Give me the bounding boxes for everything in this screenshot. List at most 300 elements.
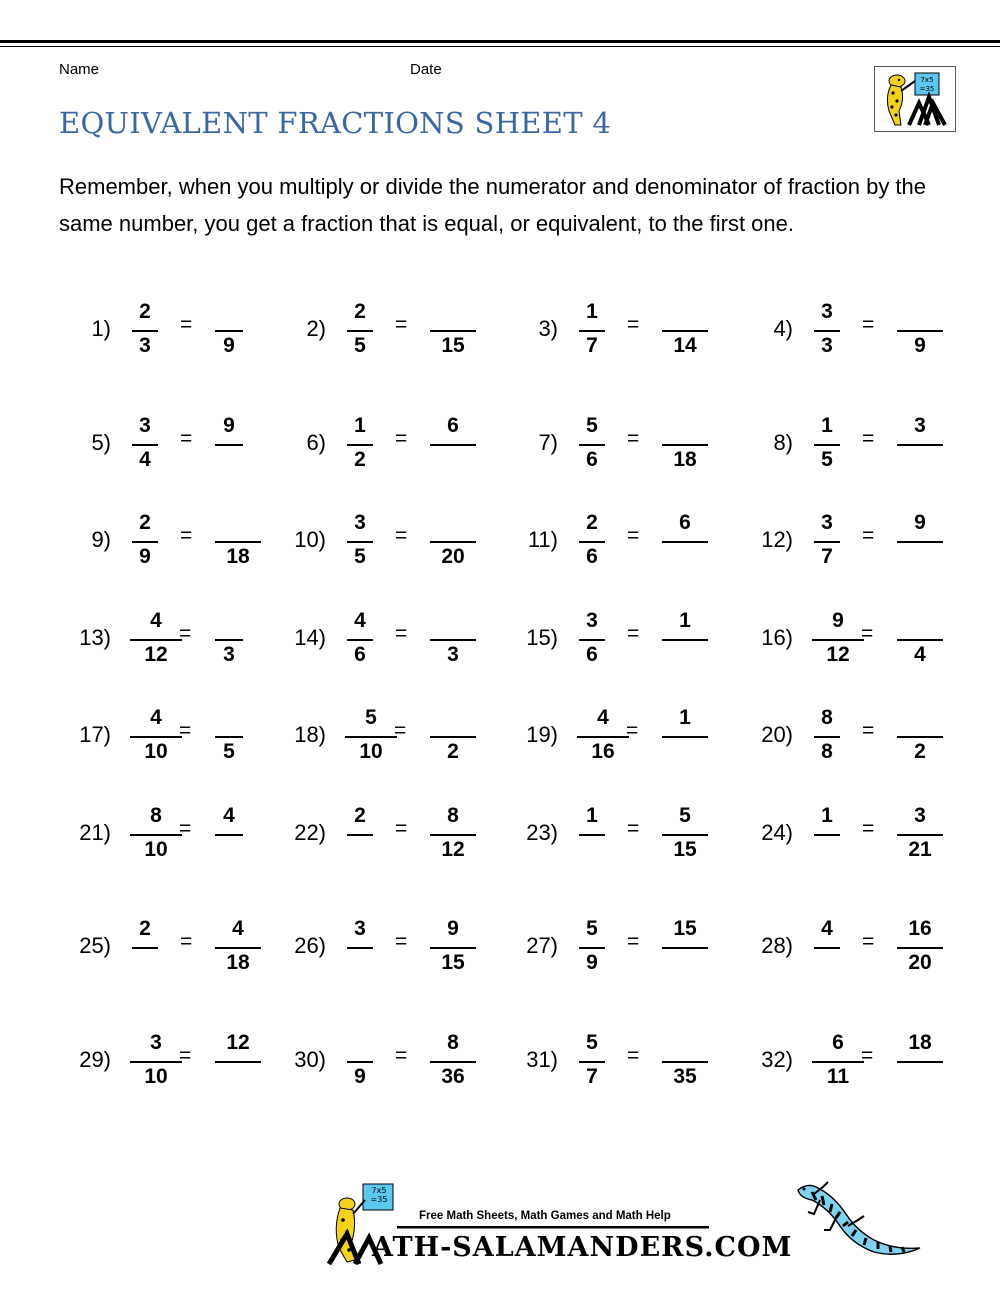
denominator: 5: [223, 740, 235, 763]
equals-sign: =: [862, 427, 875, 450]
numerator: 9: [223, 414, 235, 437]
denominator: 7: [586, 1065, 598, 1088]
denominator: 6: [586, 545, 598, 568]
equals-sign: =: [395, 427, 408, 450]
given-fraction: [132, 511, 158, 571]
numerator: 1: [679, 609, 691, 632]
equals-sign: =: [627, 524, 640, 547]
fraction-bar: [814, 947, 840, 949]
numerator: 2: [139, 917, 151, 940]
problem-number: 21): [79, 820, 111, 845]
equivalent-fraction: [662, 511, 708, 571]
given-fraction: [130, 706, 182, 766]
equals-sign: =: [627, 817, 640, 840]
fraction-bar: [430, 736, 476, 738]
equivalent-fraction: [430, 511, 476, 571]
problem-30: [290, 1031, 520, 1101]
numerator: 1: [586, 300, 598, 323]
fraction-bar: [897, 639, 943, 641]
footer-tagline: Free Math Sheets, Math Games and Math Help: [419, 1210, 671, 1222]
given-fraction: [347, 1031, 373, 1091]
date-label: Date: [410, 61, 442, 78]
equals-sign: =: [627, 930, 640, 953]
given-fraction: [812, 609, 864, 669]
denominator: 11: [826, 1065, 850, 1088]
fraction-bar: [130, 639, 182, 641]
equivalent-fraction: [897, 706, 943, 766]
denominator: 16: [591, 740, 615, 763]
fraction-bar: [215, 639, 243, 641]
fraction-bar: [347, 639, 373, 641]
equals-sign: =: [395, 622, 408, 645]
problem-number: 10): [294, 527, 326, 552]
numerator: 6: [832, 1031, 844, 1054]
numerator: 9: [914, 511, 926, 534]
fraction-bar: [579, 541, 605, 543]
equivalent-fraction: [430, 706, 476, 766]
denominator: 3: [139, 334, 151, 357]
fraction-bar: [347, 1061, 373, 1063]
fraction-bar: [215, 834, 243, 836]
numerator: 3: [139, 414, 151, 437]
fraction-bar: [347, 330, 373, 332]
given-fraction: [814, 511, 840, 571]
denominator: 10: [144, 1065, 168, 1088]
problem-number: 16): [761, 625, 793, 650]
fraction-bar: [897, 834, 943, 836]
problem-25: [75, 917, 305, 987]
denominator: 12: [441, 838, 465, 861]
denominator: 10: [359, 740, 383, 763]
fraction-bar: [215, 947, 261, 949]
fraction-bar: [579, 639, 605, 641]
numerator: 8: [447, 804, 459, 827]
denominator: 20: [908, 951, 932, 974]
denominator: 20: [441, 545, 465, 568]
denominator: 36: [441, 1065, 465, 1088]
fraction-bar: [215, 444, 243, 446]
equivalent-fraction: [215, 917, 261, 977]
equivalent-fraction: [897, 609, 943, 669]
numerator: 4: [150, 706, 162, 729]
fraction-bar: [814, 736, 840, 738]
equivalent-fraction: [662, 609, 708, 669]
problem-10: [290, 511, 520, 581]
denominator: 12: [144, 643, 168, 666]
equivalent-fraction: [662, 804, 708, 864]
fraction-bar: [132, 330, 158, 332]
equals-sign: =: [179, 622, 192, 645]
problem-number: 24): [761, 820, 793, 845]
fraction-bar: [577, 736, 629, 738]
numerator: 4: [821, 917, 833, 940]
fraction-bar: [579, 330, 605, 332]
fraction-bar: [345, 736, 397, 738]
problem-number: 4): [773, 316, 793, 341]
denominator: 8: [821, 740, 833, 763]
given-fraction: [579, 804, 605, 864]
fraction-bar: [347, 947, 373, 949]
denominator: 2: [447, 740, 459, 763]
numerator: 5: [679, 804, 691, 827]
problem-1: [75, 300, 305, 370]
given-fraction: [132, 414, 158, 474]
numerator: 4: [354, 609, 366, 632]
fraction-bar: [430, 1061, 476, 1063]
problem-7: [522, 414, 752, 484]
equals-sign: =: [395, 313, 408, 336]
denominator: 9: [223, 334, 235, 357]
problem-number: 14): [294, 625, 326, 650]
denominator: 5: [354, 545, 366, 568]
top-rule: [0, 40, 1000, 43]
fraction-bar: [662, 330, 708, 332]
equivalent-fraction: [215, 1031, 261, 1091]
equals-sign: =: [395, 817, 408, 840]
denominator: 15: [441, 951, 465, 974]
numerator: 3: [354, 511, 366, 534]
equals-sign: =: [861, 1044, 874, 1067]
given-fraction: [347, 414, 373, 474]
problem-19: [522, 706, 752, 776]
problem-number: 8): [773, 430, 793, 455]
problem-14: [290, 609, 520, 679]
equals-sign: =: [627, 427, 640, 450]
svg-text:7x5: 7x5: [920, 76, 934, 84]
equivalent-fraction: [430, 917, 476, 977]
problem-number: 26): [294, 933, 326, 958]
equals-sign: =: [862, 524, 875, 547]
denominator: 3: [447, 643, 459, 666]
denominator: 6: [586, 448, 598, 471]
denominator: 14: [673, 334, 697, 357]
denominator: 3: [821, 334, 833, 357]
problem-21: [75, 804, 305, 874]
problem-8: [757, 414, 987, 484]
equals-sign: =: [394, 719, 407, 742]
problem-number: 11): [527, 527, 558, 552]
problem-number: 22): [294, 820, 326, 845]
equivalent-fraction: [897, 1031, 943, 1091]
equals-sign: =: [861, 622, 874, 645]
equals-sign: =: [627, 313, 640, 336]
denominator: 4: [914, 643, 926, 666]
numerator: 16: [908, 917, 932, 940]
fraction-bar: [579, 444, 605, 446]
problem-31: [522, 1031, 752, 1101]
equivalent-fraction: [662, 300, 708, 360]
given-fraction: [132, 917, 158, 977]
problem-number: 19): [526, 722, 558, 747]
given-fraction: [579, 1031, 605, 1091]
fraction-bar: [579, 834, 605, 836]
fraction-bar: [897, 444, 943, 446]
equals-sign: =: [180, 524, 193, 547]
given-fraction: [345, 706, 397, 766]
problem-13: [75, 609, 305, 679]
problem-number: 7): [538, 430, 558, 455]
equals-sign: =: [627, 1044, 640, 1067]
fraction-bar: [130, 834, 182, 836]
denominator: 4: [139, 448, 151, 471]
numerator: 1: [679, 706, 691, 729]
numerator: 3: [354, 917, 366, 940]
denominator: 3: [223, 643, 235, 666]
denominator: 5: [821, 448, 833, 471]
fraction-bar: [814, 444, 840, 446]
instructions: Remember, when you multiply or divide the numerator and denominator of fraction by the same number, you get a fraction that is equal, or equivalent, to the first one.: [59, 174, 927, 236]
problem-number: 18): [294, 722, 326, 747]
equivalent-fraction: [430, 609, 476, 669]
page-title: EQUIVALENT FRACTIONS SHEET 4: [59, 106, 612, 140]
problem-4: [757, 300, 987, 370]
problem-11: [522, 511, 752, 581]
fraction-bar: [662, 541, 708, 543]
problem-22: [290, 804, 520, 874]
numerator: 3: [821, 511, 833, 534]
numerator: 5: [586, 1031, 598, 1054]
numerator: 1: [586, 804, 598, 827]
problem-26: [290, 917, 520, 987]
salamander-icon: [790, 1180, 925, 1265]
problem-number: 12): [761, 527, 793, 552]
problem-number: 15): [526, 625, 558, 650]
numerator: 5: [586, 414, 598, 437]
top-rule-thin: [0, 46, 1000, 47]
equivalent-fraction: [215, 511, 261, 571]
fraction-bar: [897, 541, 943, 543]
equals-sign: =: [862, 817, 875, 840]
denominator: 5: [354, 334, 366, 357]
problem-number: 9): [91, 527, 111, 552]
numerator: 8: [447, 1031, 459, 1054]
equivalent-fraction: [897, 511, 943, 571]
given-fraction: [347, 804, 373, 864]
fraction-bar: [897, 1061, 943, 1063]
denominator: 9: [354, 1065, 366, 1088]
numerator: 8: [821, 706, 833, 729]
equivalent-fraction: [897, 917, 943, 977]
equivalent-fraction: [430, 300, 476, 360]
denominator: 2: [914, 740, 926, 763]
given-fraction: [577, 706, 629, 766]
fraction-bar: [662, 639, 708, 641]
given-fraction: [347, 511, 373, 571]
numerator: 5: [586, 917, 598, 940]
problem-number: 30): [294, 1047, 326, 1072]
equals-sign: =: [179, 817, 192, 840]
fraction-bar: [579, 1061, 605, 1063]
given-fraction: [579, 609, 605, 669]
given-fraction: [579, 414, 605, 474]
given-fraction: [579, 511, 605, 571]
denominator: 9: [139, 545, 151, 568]
equivalent-fraction: [662, 917, 708, 977]
given-fraction: [347, 609, 373, 669]
numerator: 15: [673, 917, 697, 940]
numerator: 1: [354, 414, 366, 437]
denominator: 18: [226, 951, 250, 974]
denominator: 18: [226, 545, 250, 568]
fraction-bar: [579, 947, 605, 949]
fraction-bar: [430, 444, 476, 446]
fraction-bar: [662, 947, 708, 949]
problem-18: [290, 706, 520, 776]
numerator: 4: [597, 706, 609, 729]
numerator: 2: [354, 804, 366, 827]
denominator: 6: [586, 643, 598, 666]
problem-6: [290, 414, 520, 484]
equals-sign: =: [179, 719, 192, 742]
footer-badge-text: 7x5 =35: [370, 1186, 388, 1204]
fraction-bar: [814, 330, 840, 332]
equivalent-fraction: [215, 300, 243, 360]
problem-16: [757, 609, 987, 679]
fraction-bar: [812, 1061, 864, 1063]
fraction-bar: [897, 947, 943, 949]
problem-12: [757, 511, 987, 581]
problem-32: [757, 1031, 987, 1101]
fraction-bar: [215, 1061, 261, 1063]
denominator: 21: [908, 838, 932, 861]
denominator: 9: [586, 951, 598, 974]
fraction-bar: [662, 834, 708, 836]
given-fraction: [579, 300, 605, 360]
numerator: 2: [354, 300, 366, 323]
equivalent-fraction: [897, 804, 943, 864]
problem-number: 6): [306, 430, 326, 455]
problem-number: 28): [761, 933, 793, 958]
numerator: 3: [914, 804, 926, 827]
numerator: 2: [139, 300, 151, 323]
equivalent-fraction: [430, 1031, 476, 1091]
numerator: 6: [447, 414, 459, 437]
numerator: 1: [821, 414, 833, 437]
equals-sign: =: [862, 930, 875, 953]
fraction-bar: [430, 639, 476, 641]
problem-number: 32): [761, 1047, 793, 1072]
equivalent-fraction: [897, 414, 943, 474]
problem-24: [757, 804, 987, 874]
numerator: 5: [365, 706, 377, 729]
numerator: 4: [232, 917, 244, 940]
equivalent-fraction: [215, 804, 243, 864]
given-fraction: [579, 917, 605, 977]
equals-sign: =: [180, 427, 193, 450]
fraction-bar: [814, 541, 840, 543]
equals-sign: =: [395, 524, 408, 547]
problem-17: [75, 706, 305, 776]
fraction-bar: [130, 1061, 182, 1063]
fraction-bar: [215, 736, 243, 738]
problem-number: 27): [526, 933, 558, 958]
given-fraction: [814, 804, 840, 864]
given-fraction: [347, 300, 373, 360]
given-fraction: [130, 1031, 182, 1091]
equivalent-fraction: [430, 414, 476, 474]
given-fraction: [814, 300, 840, 360]
problem-3: [522, 300, 752, 370]
fraction-bar: [347, 541, 373, 543]
problem-27: [522, 917, 752, 987]
problem-number: 3): [538, 316, 558, 341]
problem-number: 13): [79, 625, 111, 650]
fraction-bar: [132, 444, 158, 446]
denominator: 6: [354, 643, 366, 666]
numerator: 3: [821, 300, 833, 323]
equivalent-fraction: [897, 300, 943, 360]
equals-sign: =: [862, 719, 875, 742]
equivalent-fraction: [215, 609, 243, 669]
equivalent-fraction: [662, 414, 708, 474]
fraction-bar: [430, 947, 476, 949]
numerator: 2: [139, 511, 151, 534]
denominator: 18: [673, 448, 697, 471]
problem-number: 29): [79, 1047, 111, 1072]
name-label: Name: [59, 61, 100, 78]
problem-15: [522, 609, 752, 679]
numerator: 9: [447, 917, 459, 940]
problem-9: [75, 511, 305, 581]
denominator: 7: [821, 545, 833, 568]
salamander-teacher-icon: [874, 66, 956, 132]
equals-sign: =: [627, 622, 640, 645]
fraction-bar: [662, 444, 708, 446]
fraction-bar: [132, 541, 158, 543]
equivalent-fraction: [215, 706, 243, 766]
equivalent-fraction: [430, 804, 476, 864]
problem-number: 1): [91, 316, 111, 341]
problem-2: [290, 300, 520, 370]
fraction-bar: [662, 736, 708, 738]
fraction-bar: [814, 834, 840, 836]
numerator: 4: [150, 609, 162, 632]
denominator: 15: [441, 334, 465, 357]
fraction-bar: [430, 834, 476, 836]
given-fraction: [130, 609, 182, 669]
numerator: 8: [150, 804, 162, 827]
problem-number: 23): [526, 820, 558, 845]
given-fraction: [814, 414, 840, 474]
equals-sign: =: [395, 930, 408, 953]
numerator: 3: [586, 609, 598, 632]
numerator: 4: [223, 804, 235, 827]
numerator: 1: [821, 804, 833, 827]
given-fraction: [812, 1031, 864, 1091]
fraction-bar: [662, 1061, 708, 1063]
denominator: 7: [586, 334, 598, 357]
fraction-bar: [812, 639, 864, 641]
fraction-bar: [215, 330, 243, 332]
numerator: 9: [832, 609, 844, 632]
problem-28: [757, 917, 987, 987]
equals-sign: =: [180, 930, 193, 953]
fraction-bar: [430, 541, 476, 543]
problem-20: [757, 706, 987, 776]
given-fraction: [814, 917, 840, 977]
fraction-bar: [897, 330, 943, 332]
numerator: 12: [226, 1031, 250, 1054]
given-fraction: [130, 804, 182, 864]
given-fraction: [347, 917, 373, 977]
equivalent-fraction: [215, 414, 243, 474]
problem-number: 5): [91, 430, 111, 455]
fraction-bar: [215, 541, 261, 543]
denominator: 9: [914, 334, 926, 357]
problem-29: [75, 1031, 305, 1101]
denominator: 35: [673, 1065, 697, 1088]
problem-number: 31): [526, 1047, 558, 1072]
